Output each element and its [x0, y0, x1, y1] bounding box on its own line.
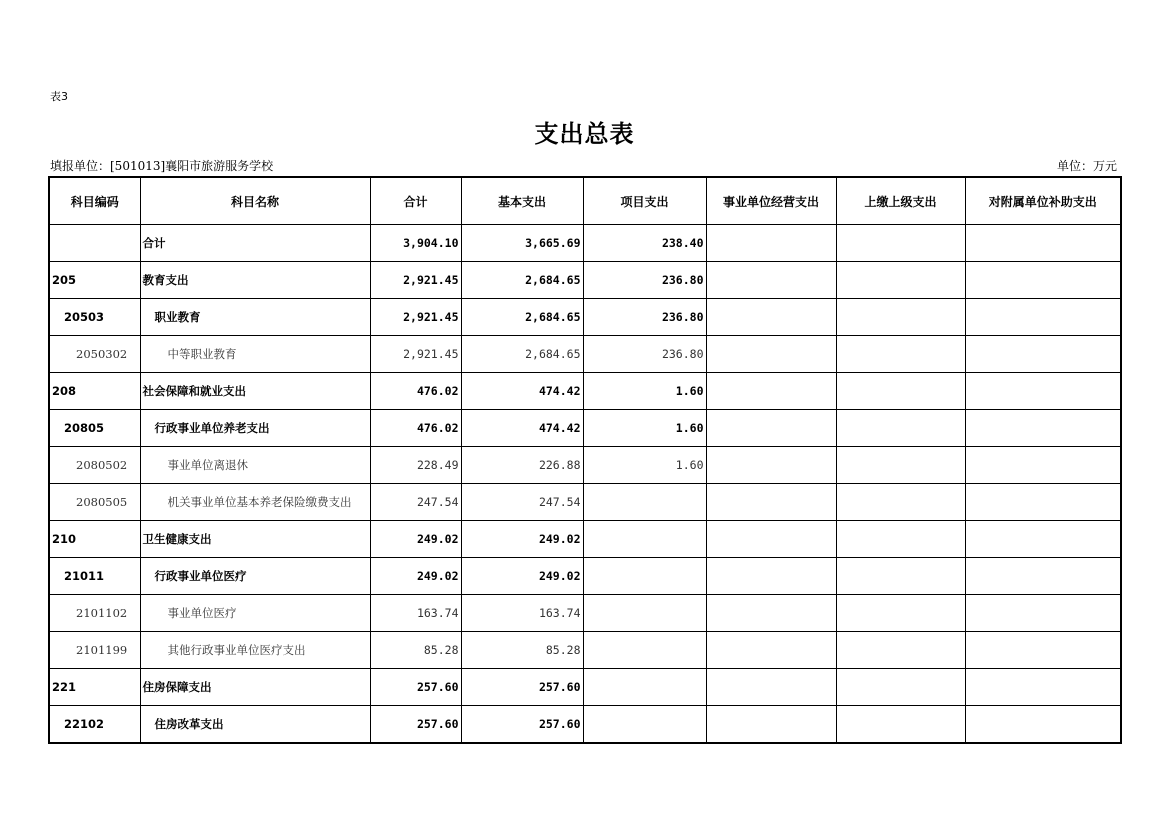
header-subsidy: 对附属单位补助支出	[965, 177, 1121, 225]
cell-project	[583, 706, 706, 744]
cell-project: 236.80	[583, 299, 706, 336]
cell-basic: 249.02	[461, 558, 583, 595]
cell-basic: 474.42	[461, 373, 583, 410]
cell-basic: 2,684.65	[461, 336, 583, 373]
cell-name: 卫生健康支出	[140, 521, 370, 558]
table-row	[49, 558, 1121, 595]
cell-basic: 474.42	[461, 410, 583, 447]
cell-upper	[836, 410, 965, 447]
table-number: 表3	[50, 90, 68, 103]
cell-business	[706, 484, 836, 521]
header-row	[49, 177, 1121, 225]
cell-business	[706, 225, 836, 262]
cell-subsidy	[965, 373, 1121, 410]
cell-upper	[836, 447, 965, 484]
cell-upper	[836, 669, 965, 706]
cell-project	[583, 632, 706, 669]
cell-total: 476.02	[370, 410, 461, 447]
cell-total: 163.74	[370, 595, 461, 632]
cell-code: 2080502	[49, 447, 140, 484]
cell-subsidy	[965, 447, 1121, 484]
cell-name: 行政事业单位医疗	[140, 558, 370, 595]
table-row	[49, 262, 1121, 299]
cell-code	[49, 225, 140, 262]
cell-name: 教育支出	[140, 262, 370, 299]
table-row	[49, 299, 1121, 336]
cell-project	[583, 595, 706, 632]
cell-subsidy	[965, 595, 1121, 632]
cell-code: 210	[49, 521, 140, 558]
table-row	[49, 521, 1121, 558]
cell-total: 3,904.10	[370, 225, 461, 262]
cell-total: 257.60	[370, 706, 461, 744]
cell-total: 2,921.45	[370, 299, 461, 336]
cell-total: 247.54	[370, 484, 461, 521]
cell-project: 236.80	[583, 336, 706, 373]
cell-basic: 163.74	[461, 595, 583, 632]
cell-business	[706, 521, 836, 558]
cell-business	[706, 410, 836, 447]
cell-total: 257.60	[370, 669, 461, 706]
cell-business	[706, 706, 836, 744]
cell-subsidy	[965, 558, 1121, 595]
currency-unit: 单位：万元	[1056, 159, 1117, 173]
cell-subsidy	[965, 706, 1121, 744]
cell-basic: 249.02	[461, 521, 583, 558]
cell-business	[706, 299, 836, 336]
cell-code: 20805	[49, 410, 140, 447]
cell-upper	[836, 225, 965, 262]
cell-project	[583, 484, 706, 521]
cell-business	[706, 336, 836, 373]
cell-subsidy	[965, 669, 1121, 706]
header-upper: 上缴上级支出	[836, 177, 965, 225]
cell-subsidy	[965, 225, 1121, 262]
cell-upper	[836, 706, 965, 744]
expenditure-table	[48, 176, 1122, 744]
page-title: 支出总表	[534, 120, 635, 148]
header-name: 科目名称	[140, 177, 370, 225]
cell-project: 238.40	[583, 225, 706, 262]
cell-business	[706, 669, 836, 706]
header-business: 事业单位经营支出	[706, 177, 836, 225]
cell-basic: 247.54	[461, 484, 583, 521]
cell-upper	[836, 299, 965, 336]
cell-code: 21011	[49, 558, 140, 595]
table-row	[49, 706, 1121, 744]
cell-name: 其他行政事业单位医疗支出	[140, 632, 370, 669]
cell-total: 2,921.45	[370, 336, 461, 373]
cell-project	[583, 669, 706, 706]
cell-code: 2080505	[49, 484, 140, 521]
cell-subsidy	[965, 299, 1121, 336]
cell-name: 住房保障支出	[140, 669, 370, 706]
table-row	[49, 595, 1121, 632]
cell-project: 1.60	[583, 447, 706, 484]
cell-subsidy	[965, 632, 1121, 669]
cell-subsidy	[965, 336, 1121, 373]
cell-subsidy	[965, 262, 1121, 299]
cell-business	[706, 558, 836, 595]
reporting-unit: 填报单位：[501013]襄阳市旅游服务学校	[50, 159, 274, 173]
cell-business	[706, 373, 836, 410]
cell-code: 208	[49, 373, 140, 410]
cell-code: 205	[49, 262, 140, 299]
cell-upper	[836, 632, 965, 669]
cell-total: 476.02	[370, 373, 461, 410]
cell-total: 85.28	[370, 632, 461, 669]
cell-name: 行政事业单位养老支出	[140, 410, 370, 447]
cell-project: 1.60	[583, 373, 706, 410]
cell-upper	[836, 373, 965, 410]
cell-code: 221	[49, 669, 140, 706]
cell-code: 2101199	[49, 632, 140, 669]
cell-upper	[836, 484, 965, 521]
cell-code: 20503	[49, 299, 140, 336]
cell-code: 2101102	[49, 595, 140, 632]
cell-name: 合计	[140, 225, 370, 262]
header-basic: 基本支出	[461, 177, 583, 225]
cell-subsidy	[965, 410, 1121, 447]
cell-total: 249.02	[370, 558, 461, 595]
cell-upper	[836, 262, 965, 299]
cell-upper	[836, 595, 965, 632]
cell-business	[706, 262, 836, 299]
cell-basic: 3,665.69	[461, 225, 583, 262]
cell-project: 1.60	[583, 410, 706, 447]
cell-business	[706, 632, 836, 669]
cell-total: 228.49	[370, 447, 461, 484]
cell-project: 236.80	[583, 262, 706, 299]
table-row	[49, 336, 1121, 373]
table-row	[49, 225, 1121, 262]
table-body	[49, 225, 1121, 744]
cell-name: 中等职业教育	[140, 336, 370, 373]
cell-name: 社会保障和就业支出	[140, 373, 370, 410]
table-row	[49, 447, 1121, 484]
cell-subsidy	[965, 484, 1121, 521]
cell-name: 机关事业单位基本养老保险缴费支出	[140, 484, 370, 521]
cell-upper	[836, 558, 965, 595]
header-code: 科目编码	[49, 177, 140, 225]
cell-name: 职业教育	[140, 299, 370, 336]
table-row	[49, 632, 1121, 669]
header-project: 项目支出	[583, 177, 706, 225]
cell-upper	[836, 521, 965, 558]
header-total: 合计	[370, 177, 461, 225]
cell-basic: 257.60	[461, 669, 583, 706]
cell-name: 事业单位医疗	[140, 595, 370, 632]
cell-upper	[836, 336, 965, 373]
table-row	[49, 484, 1121, 521]
cell-project	[583, 521, 706, 558]
cell-basic: 2,684.65	[461, 299, 583, 336]
cell-code: 22102	[49, 706, 140, 744]
cell-business	[706, 595, 836, 632]
cell-basic: 226.88	[461, 447, 583, 484]
cell-basic: 85.28	[461, 632, 583, 669]
cell-code: 2050302	[49, 336, 140, 373]
cell-name: 事业单位离退休	[140, 447, 370, 484]
cell-total: 249.02	[370, 521, 461, 558]
table-row	[49, 669, 1121, 706]
cell-project	[583, 558, 706, 595]
cell-business	[706, 447, 836, 484]
table-row	[49, 410, 1121, 447]
cell-name: 住房改革支出	[140, 706, 370, 744]
cell-basic: 2,684.65	[461, 262, 583, 299]
cell-total: 2,921.45	[370, 262, 461, 299]
cell-basic: 257.60	[461, 706, 583, 744]
table-row	[49, 373, 1121, 410]
cell-subsidy	[965, 521, 1121, 558]
